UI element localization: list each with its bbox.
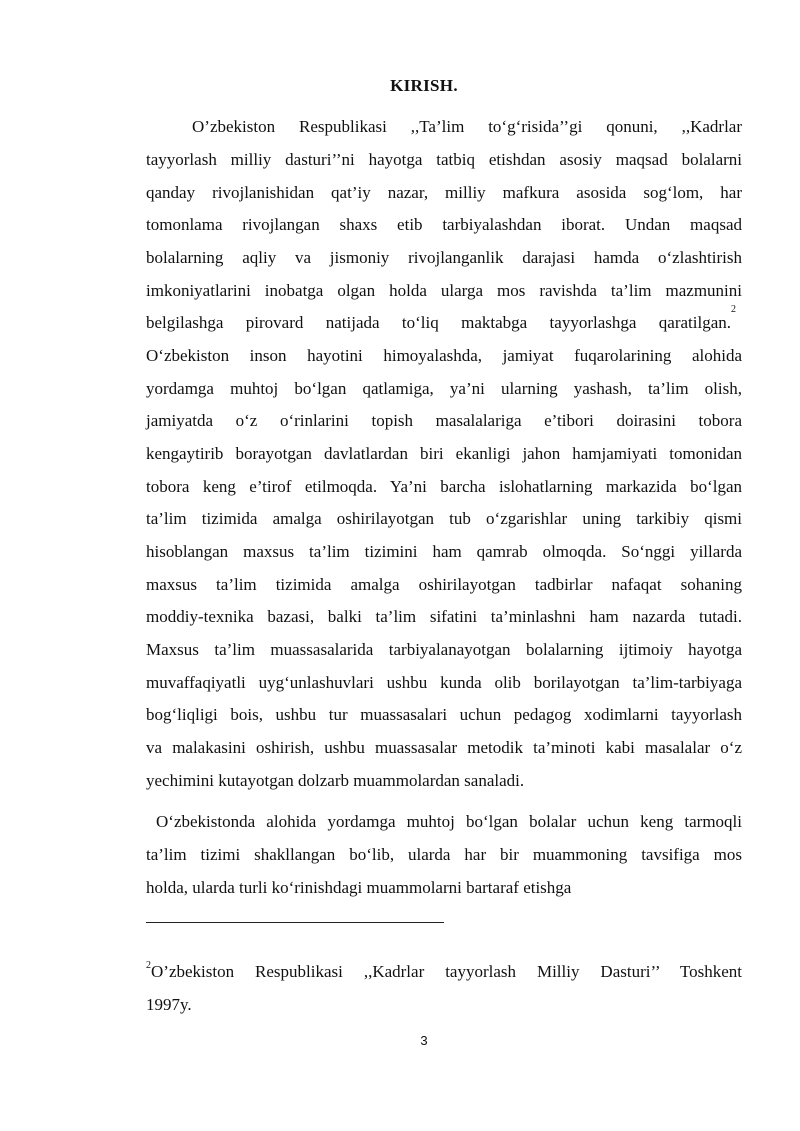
paragraph-line-with-ref	[146, 304, 736, 333]
paragraph-line: hisoblangan maxsus ta’lim tizimini ham qamrab olmoqda. So‘nggi yillarda	[146, 542, 742, 561]
paragraph-line: yechimini kutayotgan dolzarb muammolardan sanaladi.	[146, 771, 525, 790]
footnote-number: 2	[146, 960, 151, 971]
paragraph-line: O‘zbekistonda alohida yordamga muhtoj bo‘lgan bolalar uchun keng tarmoqli	[156, 812, 742, 831]
footnote-line	[146, 962, 742, 982]
paragraph-line: tayyorlash milliy dasturi’’ni hayotga tatbiq etishdan asosiy maqsad bolalarni	[146, 150, 742, 169]
paragraph-line: bolalarning aqliy va jismoniy rivojlanganlik darajasi hamda o‘zlashtirish	[146, 248, 742, 267]
paragraph-line: O’zbekiston Respublikasi ,,Ta’lim to‘g‘risida’’gi qonuni, ,,Kadrlar	[192, 117, 742, 136]
paragraph-line: qanday rivojlanishidan qat’iy nazar, milliy mafkura asosida sog‘lom, har	[146, 183, 742, 202]
paragraph-line: bog‘liqligi bois, ushbu tur muassasalari uchun pedagog xodimlarni tayyorlash	[146, 705, 742, 724]
footnote-line: 1997y.	[146, 995, 192, 1014]
paragraph-line: Maxsus ta’lim muassasalarida tarbiyalanayotgan bolalarning ijtimoiy hayotga	[146, 640, 742, 659]
paragraph-line: yordamga muhtoj bo‘lgan qatlamiga, ya’ni ularning yashash, ta’lim olish,	[146, 379, 742, 398]
footnote-text: O’zbekiston Respublikasi ,,Kadrlar tayyorlash Milliy Dasturi’’ Toshkent	[151, 962, 742, 981]
paragraph-line: imkoniyatlarini inobatga olgan holda ularga mos ravishda ta’lim mazmunini	[146, 281, 742, 300]
paragraph-line: belgilashga pirovard natijada to‘liq maktabga tayyorlashga qaratilgan.	[146, 313, 731, 332]
footnote-reference: 2	[731, 304, 736, 315]
paragraph-line: ta’lim tizimi shakllangan bo‘lib, ularda har bir muammoning tavsifiga mos	[146, 845, 742, 864]
page-number: 3	[420, 1033, 428, 1048]
footnote-separator	[146, 922, 444, 923]
paragraph-line: O‘zbekiston inson hayotini himoyalashda, jamiyat fuqarolarining alohida	[146, 346, 742, 365]
paragraph-line: kengaytirib borayotgan davlatlardan biri ekanligi jahon hamjamiyati tomonidan	[146, 444, 742, 463]
paragraph-line: jamiyatda o‘z o‘rinlarini topish masalalariga e’tibori doirasini tobora	[146, 411, 742, 430]
section-title: KIRISH.	[390, 76, 458, 95]
paragraph-line: moddiy-texnika bazasi, balki ta’lim sifatini ta’minlashni ham nazarda tutadi.	[146, 607, 742, 626]
paragraph-line: maxsus ta’lim tizimida amalga oshirilayotgan tadbirlar nafaqat sohaning	[146, 575, 742, 594]
paragraph-line: muvaffaqiyatli uyg‘unlashuvlari ushbu kunda olib borilayotgan ta’lim-tarbiyaga	[146, 673, 742, 692]
paragraph-line: va malakasini oshirish, ushbu muassasalar metodik ta’minoti kabi masalalar o‘z	[146, 738, 742, 757]
paragraph-line: ta’lim tizimida amalga oshirilayotgan tub o‘zgarishlar uning tarkibiy qismi	[146, 509, 742, 528]
paragraph-line: tobora keng e’tirof etilmoqda. Ya’ni barcha islohatlarning markazida bo‘lgan	[146, 477, 742, 496]
paragraph-line: tomonlama rivojlangan shaxs etib tarbiyalashdan iborat. Undan maqsad	[146, 215, 742, 234]
paragraph-line: holda, ularda turli ko‘rinishdagi muammolarni bartaraf etishga	[146, 878, 572, 897]
